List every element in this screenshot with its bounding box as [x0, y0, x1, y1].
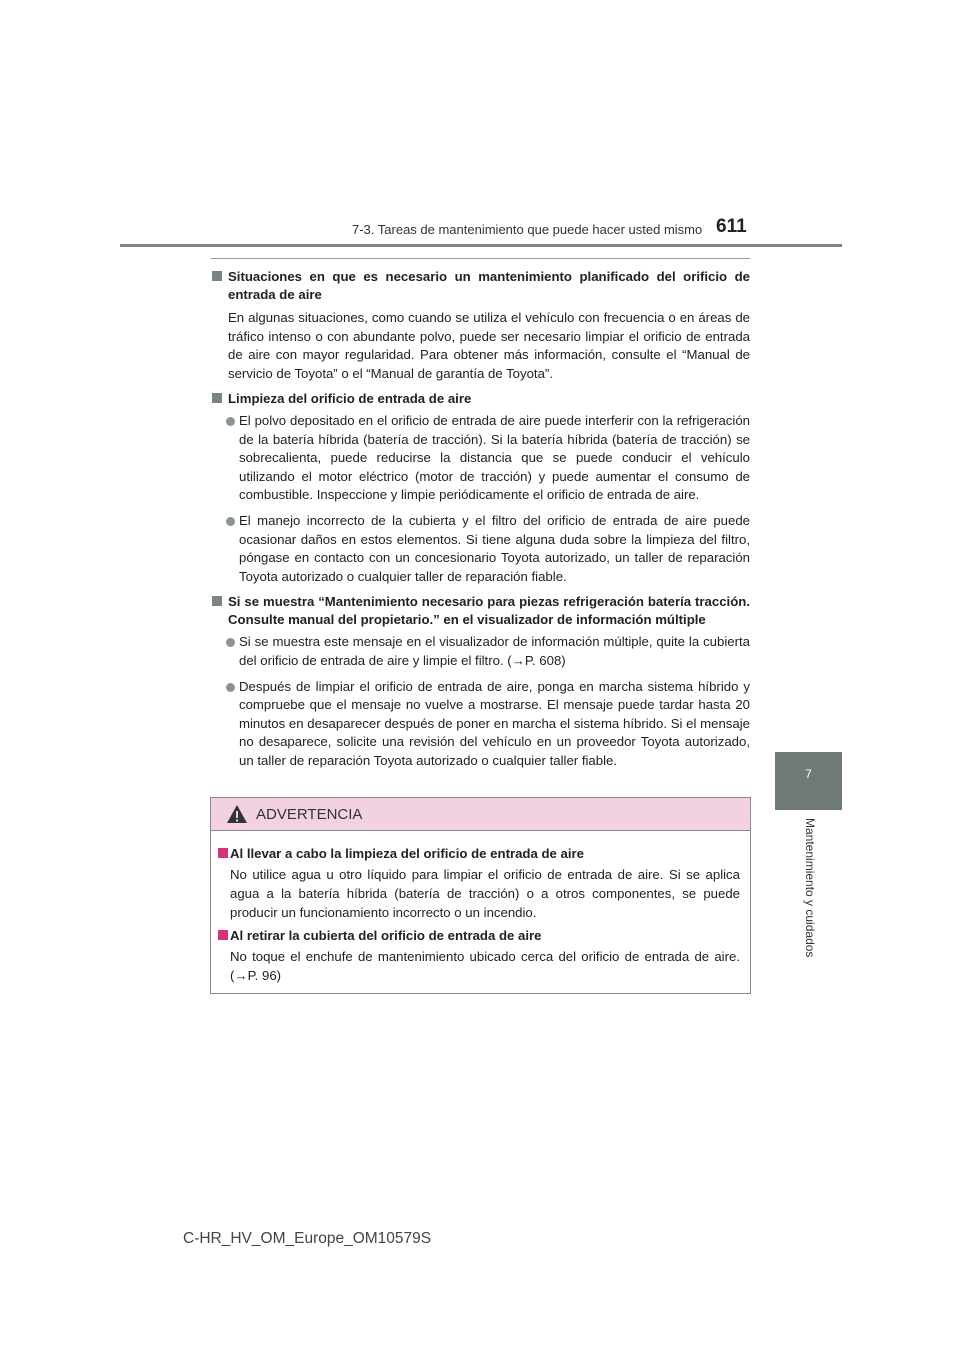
- section-heading-text: Situaciones en que es necesario un mantenimiento planificado del orificio de entrada de aire: [228, 269, 750, 302]
- warning-box: [210, 797, 751, 994]
- warning-header: [211, 798, 750, 831]
- section-paragraph: En algunas situaciones, como cuando se utiliza el vehículo con frecuencia o en áreas de tráfico intenso o con abundante polvo, puede ser necesario limpiar el orificio de entrada de aire con mayor regularidad. Para obtener más información, consulte el “Manual de servicio de Toyota” o el “Manual de garantía de Toyota”.: [228, 310, 750, 381]
- main-content: [211, 258, 750, 771]
- section-heading: [211, 268, 750, 304]
- section-heading-text: Si se muestra “Mantenimiento necesario para piezas refrigeración batería tracción. Consulte manual del propietario.” en el visualizador de información múltiple: [228, 594, 750, 628]
- bullet-item: [211, 412, 750, 505]
- warning-heading-text: Al llevar a cabo la limpieza del orificio de entrada de aire: [230, 846, 584, 861]
- warning-heading-text: Al retirar la cubierta del orificio de entrada de aire: [230, 928, 542, 944]
- warning-text: No toque el enchufe de mantenimiento ubicado cerca del orificio de entrada de aire. (→P. 96): [230, 949, 740, 984]
- section-heading: [211, 390, 750, 408]
- section-heading: [211, 593, 750, 629]
- warning-title: ADVERTENCIA: [256, 806, 363, 823]
- chapter-number: 7: [805, 767, 812, 781]
- section-title: 7-3. Tareas de mantenimiento que puede hacer usted mismo: [352, 222, 703, 237]
- header-divider: [120, 244, 842, 247]
- square-bullet-icon: [218, 930, 228, 940]
- page-number: 611: [716, 216, 747, 237]
- chapter-tab: [775, 752, 842, 810]
- warning-triangle-icon: [226, 804, 248, 824]
- bullet-item: [211, 512, 750, 586]
- bullet-item: [211, 633, 750, 670]
- square-bullet-icon: [212, 596, 222, 606]
- warning-body: [211, 831, 750, 986]
- square-bullet-icon: [218, 848, 228, 858]
- bullet-text: Si se muestra este mensaje en el visualizador de información múltiple, quite la cubierta del orificio de entrada de aire y limpie el filtro. (→P. 608): [239, 634, 750, 668]
- round-bullet-icon: [226, 683, 235, 692]
- section-heading-text: Limpieza del orificio de entrada de aire: [228, 391, 472, 406]
- round-bullet-icon: [226, 417, 235, 426]
- bullet-text: El manejo incorrecto de la cubierta y el filtro del orificio de entrada de aire puede ocasionar daños en estos elementos. Si tiene alguna duda sobre la limpieza del filtro, póngase en contacto con un concesionario Toyota autorizado, un taller de reparación Toyota autorizado o cualquier taller de reparación fiable.: [239, 512, 750, 584]
- bullet-item: [211, 678, 750, 771]
- square-bullet-icon: [212, 393, 222, 403]
- warning-text: No utilice agua u otro líquido para limpiar el orificio de entrada de aire. Si se aplica agua a la batería híbrida (batería de tracción) o a otros componentes, se puede producir un funcionamiento incorrecto o un incendio.: [230, 867, 740, 920]
- content-divider: [211, 258, 750, 259]
- bullet-text: Después de limpiar el orificio de entrada de aire, ponga en marcha sistema híbrido y compruebe que el mensaje no vuelve a mostrarse. El mensaje puede tardar hasta 20 minutos en desaparecer después de poner en marcha el sistema híbrido. Si el mensaje no desaparece, solicite una revisión del vehículo en un proveedor Toyota autorizado, un taller de reparación Toyota autorizado o cualquier taller fiable.: [239, 678, 750, 768]
- square-bullet-icon: [212, 271, 222, 281]
- bullet-text: El polvo depositado en el orificio de entrada de aire puede interferir con la refrigeración de la batería híbrida (batería de tracción). Si la batería híbrida (batería de tracción) se sobrecalienta, puede reducirse la distancia que se puede conducir el vehículo utilizando el motor eléctrico (motor de tracción) y puede aumentar el consumo de combustible. Inspeccione y limpie periódicamente el orificio de entrada de aire.: [239, 413, 750, 503]
- warning-heading: [214, 845, 740, 863]
- round-bullet-icon: [226, 638, 235, 647]
- warning-heading: [214, 927, 740, 945]
- round-bullet-icon: [226, 517, 235, 526]
- chapter-label: Mantenimiento y cuidados: [803, 818, 817, 958]
- document-id: C-HR_HV_OM_Europe_OM10579S: [183, 1230, 432, 1247]
